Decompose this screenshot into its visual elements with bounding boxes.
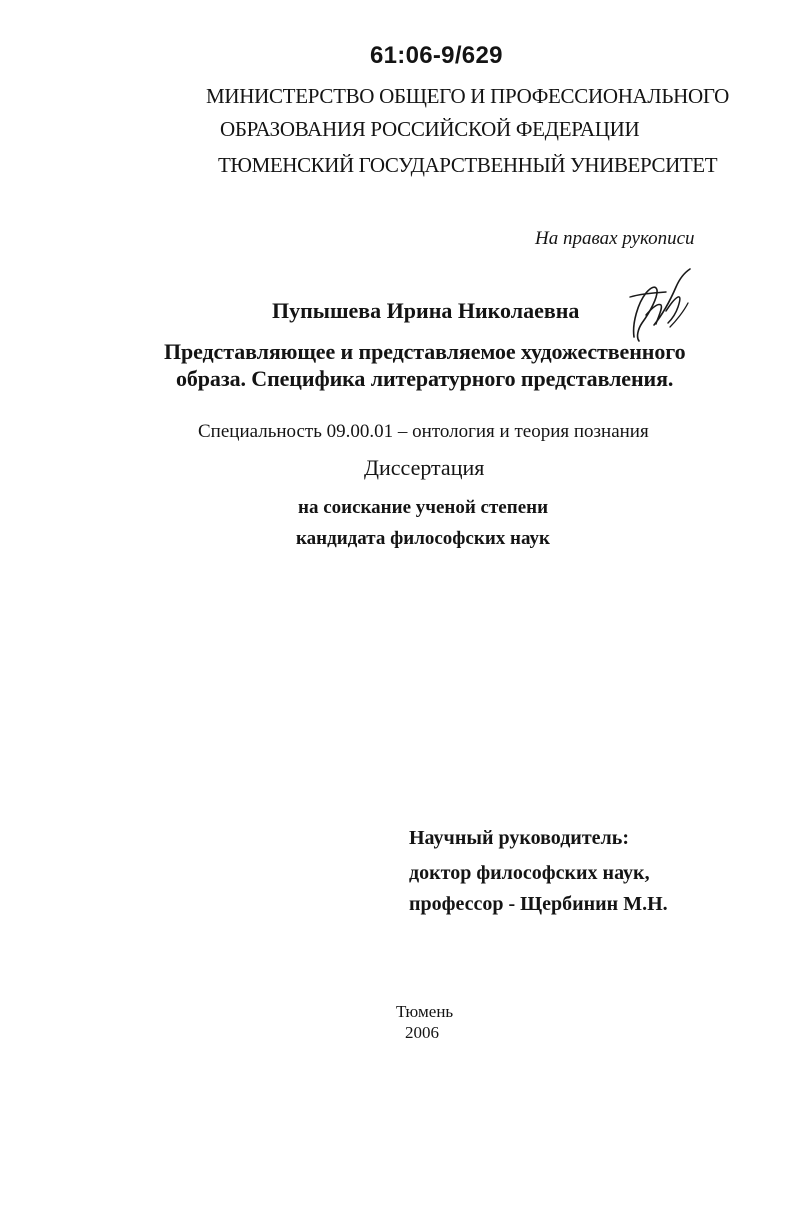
- university-name: ТЮМЕНСКИЙ ГОСУДАРСТВЕННЫЙ УНИВЕРСИТЕТ: [218, 153, 718, 177]
- degree-line-1: на соискание ученой степени: [298, 497, 549, 518]
- year: 2006: [405, 1023, 439, 1042]
- supervisor-heading: Научный руководитель:: [409, 827, 629, 849]
- author-name: Пупышева Ирина Николаевна: [272, 298, 580, 323]
- library-code: 61:06-9/629: [370, 42, 503, 69]
- supervisor-degree: доктор философских наук,: [409, 862, 650, 884]
- thesis-title-line-2: образа. Специфика литературного представления.: [176, 366, 674, 391]
- degree-line-2: кандидата философских наук: [296, 528, 550, 549]
- document-type: Диссертация: [364, 455, 485, 480]
- specialty-line: Специальность 09.00.01 – онтология и теория познания: [198, 421, 649, 442]
- signature-icon: [626, 267, 696, 345]
- ministry-line-1: МИНИСТЕРСТВО ОБЩЕГО И ПРОФЕССИОНАЛЬНОГО: [206, 84, 730, 108]
- thesis-title-line-1: Представляющее и представляемое художественного: [164, 339, 686, 364]
- manuscript-note: На правах рукописи: [535, 228, 695, 249]
- ministry-line-2: ОБРАЗОВАНИЯ РОССИЙСКОЙ ФЕДЕРАЦИИ: [220, 117, 640, 141]
- city: Тюмень: [396, 1002, 454, 1021]
- supervisor-name: профессор - Щербинин М.Н.: [409, 893, 668, 915]
